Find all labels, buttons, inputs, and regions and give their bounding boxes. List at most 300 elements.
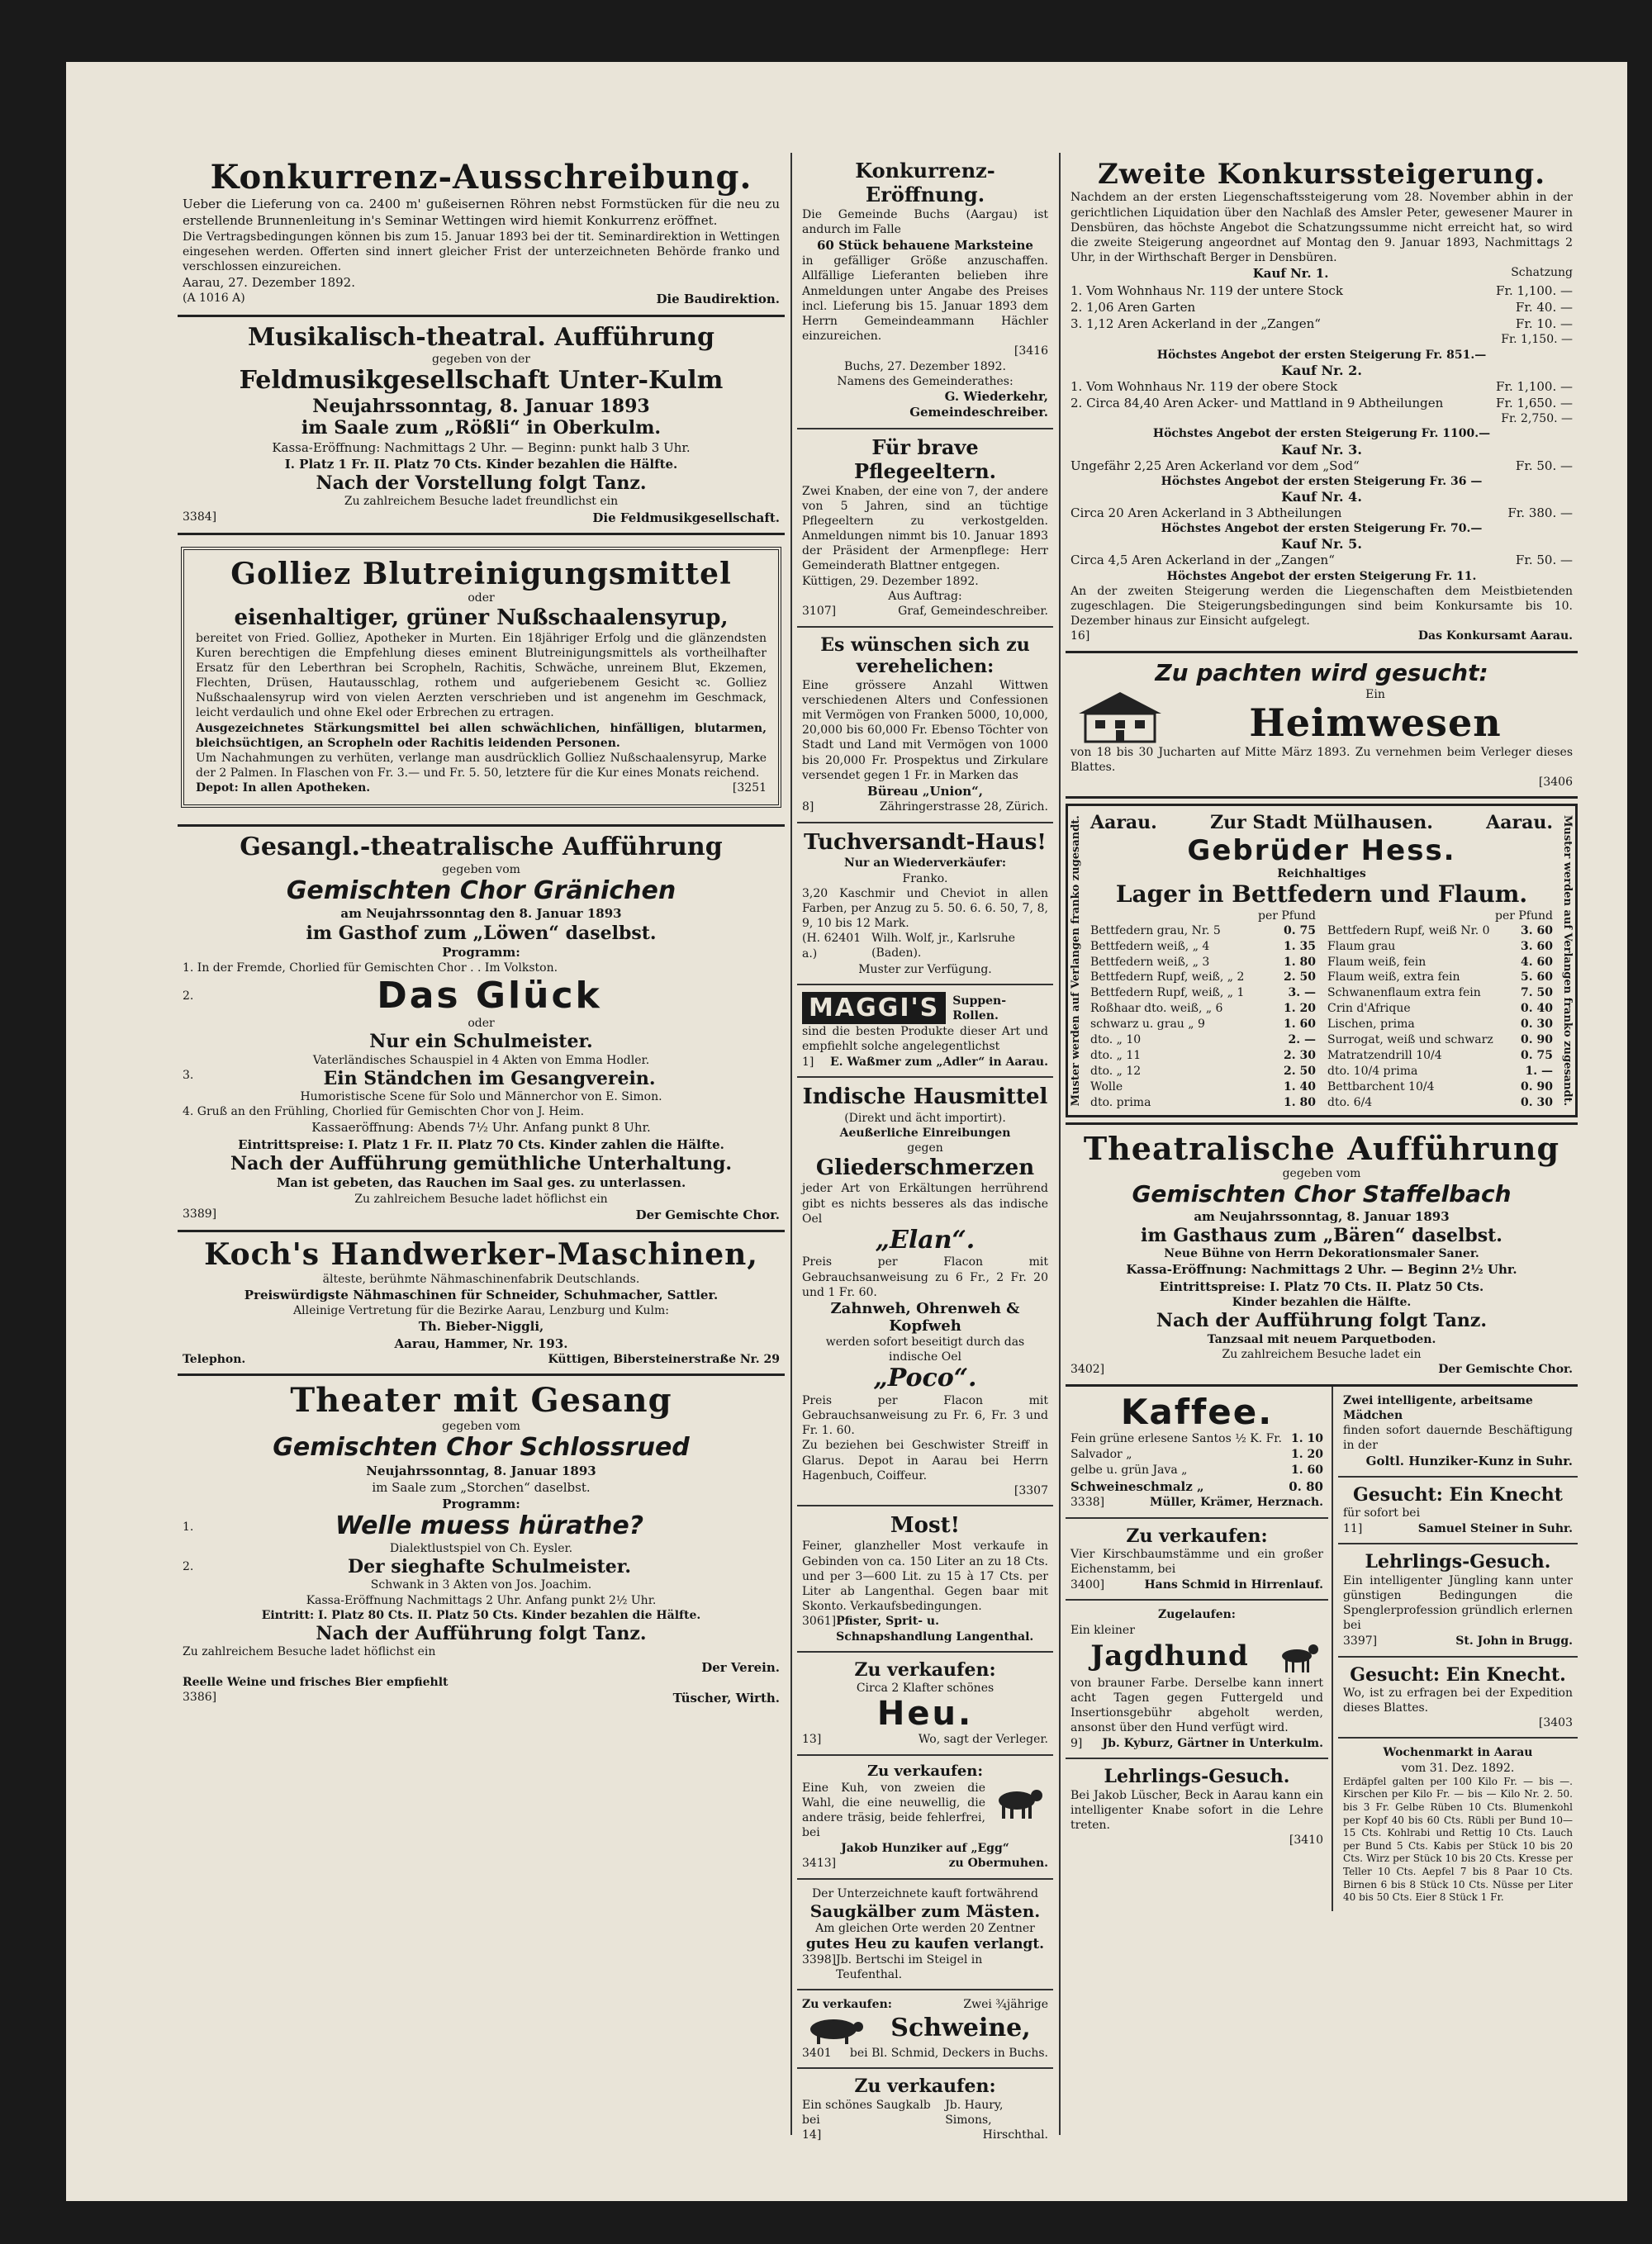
column-middle — [797, 153, 1053, 2142]
ad-date: Neujahrssonntag, 8. Januar 1893 — [312, 395, 650, 417]
ad-line-1: Preiswürdigste Nähmaschinen für Schneider, Schuhmacher, Sattler. — [244, 1287, 719, 1302]
stock-header: per Pfund — [1495, 909, 1553, 923]
ad-jagdhund — [1066, 1601, 1328, 1759]
ad-subtitle: älteste, berühmte Nähmaschinenfabrik Deutschlands. — [322, 1272, 640, 1286]
kauf-1-heading: Kauf Nr. 1. — [1252, 266, 1329, 282]
ad-ref: 3413] — [802, 1856, 837, 1870]
program-item-desc: Humoristische Scene für Solo und Männerchor von E. Simon. — [300, 1090, 662, 1104]
kaffee-row-price: 1. 10 — [1291, 1431, 1323, 1445]
kauf-2-heading: Kauf Nr. 2. — [1281, 362, 1362, 378]
ad-auftrag: Aus Auftrag: — [888, 589, 962, 603]
program-item-4: 4. Gruß an den Frühling, Chorlied für Gemischten Chor von J. Heim. — [183, 1105, 585, 1119]
ad-program-heading: Programm: — [442, 945, 520, 961]
stock-row-label: Schwanenflaum extra fein — [1327, 986, 1481, 1000]
ad-ref: (A 1016 A) — [183, 292, 245, 306]
ad-title: Gesucht: Ein Knecht — [1353, 1484, 1563, 1506]
stock-row-price: 1. 35 — [1284, 939, 1316, 953]
ad-prices: I. Platz 1 Fr. II. Platz 70 Cts. Kinder bezahlen die Hälfte. — [284, 456, 678, 472]
program-item-title: Ein Ständchen im Gesangverein. — [323, 1067, 656, 1089]
ad-title: Indische Hausmittel — [802, 1084, 1048, 1110]
ad-ref: 3401 — [802, 2046, 832, 2060]
stock-row — [1327, 970, 1553, 985]
kaffee-row-price: 1. 20 — [1291, 1447, 1323, 1461]
kauf-2-item-a-value: Fr. 1,100. — — [1496, 378, 1573, 394]
ad-ein: Ein — [1365, 688, 1385, 702]
cow-icon — [990, 1781, 1048, 1822]
kauf-1-item-c: 3. 1,12 Aren Ackerland in der „Zangen“ — [1070, 316, 1321, 332]
ad-body-2: Ausgezeichnetes Stärkungsmittel bei allen schwächlichen, hinfälligen, blutarmen, bleichsüchtigen, an Scropheln oder Rachitis leidenden Personen. — [196, 721, 767, 750]
stock-row-label: Bettfedern Rupf, weiß Nr. 0 — [1327, 923, 1490, 937]
ad-ref: 3107] — [802, 605, 837, 618]
ad-top-right: Aarau. — [1486, 812, 1553, 834]
ad-schweine — [797, 1990, 1053, 2069]
schatzung-label: Schatzung — [1511, 266, 1573, 280]
stock-row — [1090, 970, 1316, 985]
kauf-2-item-b: 2. Circa 84,40 Aren Acker- und Mattland in 9 Abtheilungen — [1070, 395, 1444, 410]
ad-title: Theatralische Aufführung — [1083, 1130, 1560, 1168]
ad-title: Lehrlings-Gesuch. — [1365, 1551, 1551, 1573]
stock-row-label: dto. 10/4 prima — [1327, 1064, 1418, 1078]
stock-row-price: 0. 75 — [1521, 1048, 1553, 1062]
ad-signature: St. John in Brugg. — [1455, 1634, 1573, 1648]
ad-price: Preis per Flacon mit Gebrauchsanweisung zu 6 Fr., 2 Fr. 20 und 1 Fr. 60. — [802, 1255, 1048, 1299]
ad-where: Wo, sagt der Verleger. — [918, 1733, 1048, 1747]
ad-title: Es wünschen sich zu verehelichen: — [820, 633, 1030, 678]
ad-ref: 3402] — [1070, 1362, 1105, 1376]
stock-row — [1327, 1095, 1553, 1111]
bottom-right-right — [1333, 1387, 1578, 1911]
ad-times: Kassa-Eröffnung: Nachmittags 2 Uhr. — Beginn 2½ Uhr. — [1126, 1262, 1517, 1278]
stock-row-price: 1. — — [1525, 1064, 1553, 1078]
kauf-1-item-a-value: Fr. 1,100. — — [1496, 282, 1573, 298]
kaffee-row-price: 1. 60 — [1291, 1463, 1323, 1477]
ad-title: Golliez Blutreinigungsmittel — [230, 556, 732, 591]
ad-organizer: Gemischten Chor Schlossrued — [273, 1433, 690, 1463]
ad-heimwesen — [1066, 653, 1578, 799]
ad-maggi — [797, 985, 1053, 1078]
stock-row-price: 2. 50 — [1284, 1064, 1316, 1078]
ad-title: Zu pachten wird gesucht: — [1155, 659, 1488, 687]
stock-row — [1327, 985, 1553, 1001]
ad-heading: Gliederschmerzen — [815, 1155, 1035, 1181]
ad-ref: [3416 — [1014, 344, 1048, 358]
ad-prices: Eintrittspreise: I. Platz 1 Fr. II. Platz 70 Cts. Kinder zahlen die Hälfte. — [238, 1136, 724, 1152]
ad-body-2: in gefälliger Größe anzuschaffen. Allfällige Lieferanten belieben ihre Anmeldungen unter Angabe des Preises incl. Lieferung bis 15. Januar 1893 dem Herrn Gemeindeammann Hächler einzureichen. — [802, 254, 1048, 344]
ad-theater-mit-gesang — [178, 1376, 785, 1713]
kauf-2-item-b-value: Fr. 1,650. — — [1496, 395, 1573, 410]
ad-signature: G. Wiederkehr, Gemeindeschreiber. — [909, 388, 1048, 420]
ad-muster: Muster zur Verfügung. — [858, 963, 992, 977]
ad-organizer: Gemischten Chor Staffelbach — [1132, 1180, 1512, 1208]
ad-wochenmarkt — [1338, 1739, 1578, 1910]
stock-row-label: dto. „ 10 — [1090, 1032, 1142, 1046]
program-item-2 — [183, 1556, 780, 1577]
ad-date: Küttigen, 29. Dezember 1892. — [802, 574, 979, 588]
program-item-number: 2. — [183, 989, 194, 1003]
ad-given: gegeben von der — [432, 353, 530, 367]
ad-lehrlings-gesuch-2 — [1066, 1759, 1328, 1854]
kauf-3-highest: Höchstes Angebot der ersten Steigerung Fr. 36 — — [1161, 474, 1483, 488]
ad-zwei-maedchen — [1338, 1387, 1578, 1478]
ad-hess-content — [1084, 806, 1559, 1115]
ad-ref: 8] — [802, 800, 814, 814]
stock-row-label: Bettfedern grau, Nr. 5 — [1090, 923, 1221, 937]
ad-after: Nach der Aufführung folgt Tanz. — [316, 1623, 647, 1645]
ad-big: Schweine, — [890, 2014, 1031, 2043]
stock-row — [1090, 1017, 1316, 1032]
ad-firm: Büreau „Union“, — [867, 783, 983, 799]
ad-body: Wo, ist zu erfragen bei der Expedition dieses Blattes. — [1343, 1686, 1573, 1715]
ad-name: Th. Bieber-Niggli, — [418, 1319, 544, 1335]
ad-title: Zu verkaufen: — [854, 1658, 996, 1681]
stock-row — [1327, 923, 1553, 939]
ad-signature: Jb. Bertschi im Steigel in Teufenthal. — [836, 1953, 983, 1982]
ad-knecht-1 — [1338, 1478, 1578, 1544]
ad-title: Gesucht: Ein Knecht. — [1350, 1663, 1566, 1686]
ad-title: Zugelaufen: — [1158, 1608, 1236, 1622]
ad-bold: 60 Stück behauene Marksteine — [817, 237, 1033, 253]
ad-ref: [3307 — [1014, 1484, 1048, 1498]
ad-note: Neue Bühne von Herrn Dekorationsmaler Saner. — [1164, 1247, 1479, 1261]
ad-top-left: Aarau. — [1090, 812, 1157, 834]
ad-theatralische-auffuehrung — [1066, 1125, 1578, 1386]
kauf-1-item-c-value: Fr. 10. — — [1515, 316, 1573, 332]
kauf-4-item-a: Circa 20 Aren Ackerland in 3 Abtheilungen — [1070, 505, 1342, 521]
ad-footer: An der zweiten Steigerung werden die Liegenschaften dem Meistbietenden zugeschlagen. Die Steigerungsbedingungen sind beim Konkursamte bis 10. Dezember hinaus zur Einsicht aufgelegt. — [1070, 584, 1573, 629]
ad-ref: 16] — [1070, 629, 1090, 643]
ad-date: am Neujahrssonntag den 8. Januar 1893 — [340, 906, 622, 922]
ad-signature: Pfister, Sprit- u. Schnapshandlung Langenthal. — [836, 1615, 1034, 1644]
ad-ref: 3061] — [802, 1615, 837, 1629]
ad-franko: Franko. — [902, 871, 948, 885]
ad-title: Gesangl.-theatralische Aufführung — [240, 833, 723, 862]
ad-body: Nachdem an der ersten Liegenschaftssteigerung vom 28. November abhin in der gerichtlichen Liquidation über den Nachlaß des Amsler Peter, gewesener Maurer in Densbüren, das höchste Angebot die Schatzungssumme nicht erreicht hat, so wird die zweite Steigerung angeordnet auf Montag den 9. Januar 1893, Nachmittags 2 Uhr, in der Wirthschaft Berger in Densbüren. — [1070, 191, 1573, 265]
stock-row-price: 1. 80 — [1284, 1095, 1316, 1109]
stock-row-label: dto. „ 12 — [1090, 1064, 1142, 1078]
ad-signature: Die Baudirektion. — [656, 292, 780, 307]
ad-title: Zu verkaufen: — [802, 1998, 892, 2012]
stock-row-price: 0. 75 — [1284, 923, 1316, 937]
ad-telephon: Telephon. — [183, 1352, 246, 1366]
ad-title: Konkurrenz-Ausschreibung. — [210, 158, 752, 197]
stock-row-price: 3. — — [1288, 986, 1316, 1000]
ad-title: Kaffee. — [1120, 1391, 1274, 1432]
program-item-desc: Vaterländisches Schauspiel in 4 Akten von Emma Hodler. — [312, 1053, 650, 1067]
ad-address-2: Küttigen, Biberstein​erstraße Nr. 29 — [548, 1352, 780, 1366]
farmhouse-icon — [1070, 687, 1170, 745]
stock-row-price: 1. 40 — [1284, 1079, 1316, 1094]
ad-prices: Eintritt: I. Platz 80 Cts. II. Platz 50 Cts. Kinder bezahlen die Hälfte. — [261, 1608, 701, 1622]
kaffee-schmalz: Schweineschmalz „ — [1070, 1478, 1204, 1494]
stock-row-price: 2. 50 — [1284, 970, 1316, 984]
stock-row — [1090, 955, 1316, 970]
kauf-1-total: Fr. 1,150. — — [1501, 333, 1573, 347]
ad-given: gegeben vom — [442, 1419, 520, 1433]
ad-bold: gutes Heu zu kaufen verlangt. — [805, 1936, 1045, 1952]
stock-row-price: 2. — — [1288, 1032, 1316, 1046]
ad-gesangl-theatralisch — [178, 827, 785, 1232]
program-item-title: Welle muess hürathe? — [335, 1511, 644, 1541]
ad-price-2: Preis per Flacon mit Gebrauchsanweisung zu Fr. 6, Fr. 3 und Fr. 1. 60. — [802, 1393, 1048, 1438]
stock-row-price: 0. 30 — [1521, 1095, 1553, 1109]
kaffee-schmalz-value: 0. 80 — [1289, 1478, 1323, 1494]
ad-pflegeeltern — [797, 429, 1053, 628]
stock-row-label: Bettfedern weiß, „ 3 — [1090, 955, 1210, 969]
ad-heimwesen-text — [1178, 687, 1573, 744]
ad-address: Zähringerstrasse 28, Zürich. — [879, 800, 1048, 814]
ad-subtitle: (Direkt und ächt importirt). — [844, 1111, 1006, 1125]
ad-body: Am gleichen Orte werden 20 Zentner — [815, 1921, 1035, 1935]
ad-signature: Graf, Gemeindeschreiber. — [898, 605, 1048, 618]
ad-kuh-body — [802, 1781, 1048, 1841]
kaffee-row — [1070, 1463, 1323, 1478]
ad-konkurrenz-eroeffnung — [797, 153, 1053, 429]
ad-times: Kassaeröffnung: Abends 7½ Uhr. Anfang punkt 8 Uhr. — [311, 1120, 651, 1136]
ad-given: gegeben vom — [442, 862, 520, 876]
ad-title: Zweite Konkurssteigerung. — [1097, 158, 1546, 191]
stock-row — [1327, 1064, 1553, 1079]
ad-golliez-frame — [181, 547, 781, 808]
program-item-2 — [183, 976, 780, 1016]
stock-row — [1090, 1048, 1316, 1064]
ad-side-text-right: Muster werden auf Verlangen franko zugesandt. — [1561, 815, 1574, 1107]
ad-body: Feiner, glanzheller Most verkaufe in Gebinden von ca. 150 Liter an zu 18 Cts. und per 3—600 Lit. zu 15 à 17 Cts. per Liter ab Langenthal. Gegen baar mit Skonto. Verkaufsbedingungen. — [802, 1539, 1048, 1614]
ad-after: Nach der Aufführung gemüthliche Unterhaltung. — [230, 1152, 733, 1174]
ad-signature: Die Feldmusikgesellschaft. — [592, 510, 780, 525]
stock-row-label: Surrogat, weiß und schwarz — [1327, 1032, 1493, 1046]
ad-place: im Saale zum „Rößli“ in Oberkulm. — [301, 417, 662, 439]
ad-invite: Zu zahlreichem Besuche ladet höflichst ein — [354, 1192, 608, 1206]
ad-wine: Reelle Weine und frisches Bier empfiehlt — [183, 1675, 449, 1689]
ad-title: Konkurrenz-Eröffnung. — [855, 159, 995, 206]
stock-row — [1090, 1095, 1316, 1111]
stock-row-label: Bettbarchent 10/4 — [1327, 1079, 1435, 1094]
ad-invite: Zu zahlreichem Besuche ladet höflichst ein — [183, 1645, 436, 1659]
ad-maggi-header — [802, 992, 1048, 1024]
ad-tuchversandt — [797, 823, 1053, 985]
program-item-1 — [183, 1512, 780, 1541]
ad-signature: Hans Schmid in Hirrenlauf. — [1144, 1577, 1323, 1592]
ad-title: Wochenmarkt in Aarau — [1383, 1746, 1533, 1760]
program-item-3 — [183, 1068, 780, 1089]
kaffee-row — [1070, 1431, 1323, 1447]
kauf-1-item-a: 1. Vom Wohnhaus Nr. 119 der untere Stock — [1070, 282, 1343, 298]
ad-ref: 3338] — [1070, 1495, 1105, 1509]
stock-row-label: Flaum weiß, fein — [1327, 955, 1427, 969]
ad-signature: E. Waßmer zum „Adler“ in Aarau. — [830, 1055, 1048, 1069]
maggi-logo: MAGGI'S — [802, 992, 946, 1024]
ad-body: bereitet von Fried. Golliez, Apotheker in Murten. Ein 18jähriger Erfolg und die glänzendsten Kuren berechtigen die Empfehlung dieses eminent Blutreinigungsmittels als vortheilhafter Ersatz für den Leberthran bei Scropheln, Rachitis, Schwäche, unreinem Blut, Ekzemen, Flechten, Drüsen, Hautausschlag, rothem und aufgeriebenem Gesicht ꝛc. Golliez Nußschaalensyrup wird von vielen Aerzten verschrieben und ist angenehm im Geschmack, leicht verdaulich und ohne Ekel oder Erbrechen zu ertragen. — [196, 631, 767, 720]
ad-knecht-2 — [1338, 1658, 1578, 1739]
ad-date: Aarau, 27. Dezember 1892. — [183, 275, 355, 291]
ad-invite: Zu zahlreichem Besuche ladet ein — [1222, 1347, 1422, 1361]
ad-place: zu Obermuhen. — [948, 1856, 1048, 1870]
stock-row — [1090, 923, 1316, 939]
ad-big: Jagdhund — [1090, 1639, 1249, 1673]
ad-ref: 14] — [802, 2128, 822, 2142]
ad-subtitle: Ein kleiner — [1070, 1623, 1135, 1637]
stock-row — [1090, 1001, 1316, 1017]
stock-row-label: Wolle — [1090, 1079, 1123, 1094]
ad-jagdhund-row — [1070, 1638, 1323, 1676]
ad-ref: 3400] — [1070, 1577, 1105, 1592]
stock-row-label: dto. „ 11 — [1090, 1048, 1142, 1062]
stock-row-price: 0. 40 — [1521, 1002, 1553, 1016]
ad-big: Heimwesen — [1249, 700, 1502, 746]
ad-body: sind die besten Produkte dieser Art und empfiehlt solche angelegentlichst — [802, 1025, 1048, 1054]
stock-row-price: 0. 30 — [1521, 1018, 1553, 1032]
program-item-subtitle: Nur ein Schulmeister. — [369, 1031, 593, 1053]
program-item-desc: Schwank in 3 Akten von Jos. Joachim. — [370, 1578, 592, 1592]
ad-ref: 3389] — [183, 1207, 217, 1221]
ad-big: Heu. — [876, 1695, 974, 1734]
ad-place: Hirschthal. — [982, 2128, 1048, 2142]
ad-title: Zwei intelligente, arbeitsame Mädchen — [1343, 1393, 1533, 1422]
ad-place: im Gasthaus zum „Bären“ daselbst. — [1141, 1224, 1502, 1246]
stock-rows — [1090, 923, 1316, 1111]
ad-heading-2: Zahnweh, Ohrenweh & Kopfweh — [830, 1300, 1020, 1335]
stock-list-right — [1327, 909, 1553, 1111]
program-item-title: Der sieghafte Schulmeister. — [347, 1556, 632, 1578]
stock-row-label: dto. 6/4 — [1327, 1095, 1373, 1109]
ad-title: Theater mit Gesang — [290, 1380, 672, 1420]
ad-ref: 3386] — [183, 1690, 217, 1704]
ad-dance: Tanzsaal mit neuem Parquetboden. — [1207, 1332, 1436, 1346]
ad-body: Ueber die Lieferung von ca. 2400 m' gußeisernen Röhren nebst Formstücken für die neu zu erstellende Brunnenleitung in's Seminar Wettingen wird hiemit Konkurrenz eröffnet. — [183, 197, 780, 229]
ad-times: Kassa-Eröffnung Nachmittags 2 Uhr. Anfang punkt 2½ Uhr. — [306, 1593, 657, 1607]
ad-saugkaelber — [797, 1880, 1053, 1991]
stock-row-label: Flaum weiß, extra fein — [1327, 970, 1460, 984]
ad-hess-frame — [1066, 804, 1578, 1117]
ad-verehelichen — [797, 628, 1053, 823]
stock-row-price: 0. 90 — [1521, 1079, 1553, 1094]
ad-konkurssteigerung — [1066, 153, 1578, 653]
stock-row-price: 1. 80 — [1284, 955, 1316, 969]
ad-schweine-row — [802, 2013, 1048, 2046]
ad-signature: Der Gemischte Chor. — [1438, 1362, 1573, 1376]
ad-prices: Eintrittspreise: I. Platz 70 Cts. II. Platz 50 Cts. — [1159, 1279, 1484, 1294]
ad-intro: Der Unterzeichnete kauft fortwährend — [811, 1886, 1039, 1900]
ad-subtitle: vom 31. Dez. 1892. — [1401, 1761, 1515, 1775]
ad-most — [797, 1506, 1053, 1653]
ad-invite: Zu zahlreichem Besuche ladet freundlichst ein — [344, 495, 619, 509]
ad-after: Nach der Vorstellung folgt Tanz. — [316, 472, 647, 495]
ad-oder: oder — [468, 591, 495, 605]
stock-header: per Pfund — [1258, 909, 1316, 923]
ad-address-1: Aarau, Hammer, Nr. 193. — [394, 1335, 568, 1351]
ad-konkurrenz-ausschreibung — [178, 153, 785, 317]
ad-date: Neujahrssonntag, 8. Januar 1893 — [366, 1463, 596, 1478]
ad-title: Lehrlings-Gesuch. — [1104, 1766, 1290, 1788]
kaffee-rows — [1070, 1431, 1323, 1478]
bottom-right-split — [1066, 1387, 1578, 1911]
kauf-1-item-b: 2. 1,06 Aren Garten — [1070, 299, 1196, 315]
kauf-4-heading: Kauf Nr. 4. — [1281, 489, 1362, 505]
pig-icon — [802, 2013, 868, 2046]
kauf-3-heading: Kauf Nr. 3. — [1281, 441, 1362, 458]
stock-row-label: Crin d'Afrique — [1327, 1002, 1411, 1016]
ad-depot: Depot: In allen Apotheken. — [196, 781, 371, 795]
stock-row-label: Bettfedern Rupf, weiß, „ 2 — [1090, 970, 1245, 984]
column-left — [178, 153, 785, 2135]
ad-body: Bei Jakob Lüscher, Beck in Aarau kann ein intelligenter Knabe sofort in die Lehre treten. — [1070, 1788, 1323, 1833]
ad-product-poco: „Poco“. — [873, 1364, 977, 1393]
ad-firm: Gebrüder Hess. — [1187, 833, 1456, 867]
kauf-1-item-b-value: Fr. 40. — — [1515, 299, 1573, 315]
ad-subtitle: Circa 2 Klafter schönes — [856, 1682, 995, 1696]
ad-heu — [797, 1653, 1053, 1756]
ad-place: im Gasthof zum „Löwen“ daselbst. — [306, 922, 657, 944]
ad-saugkalb — [797, 2069, 1053, 2150]
ad-ref: (H. 62401 a.) — [802, 932, 862, 961]
ad-body: Die Gemeinde Buchs (Aargau) ist andurch im Falle — [802, 207, 1048, 236]
ad-body: 3,20 Kaschmir und Cheviot in allen Farben, per Anzug zu 5. 50. 6. 6. 50, 7, 8, 9, 10 bis 12 Mark. — [802, 886, 1048, 931]
ad-golliez — [178, 535, 785, 827]
stock-row — [1090, 1079, 1316, 1095]
ad-title: Zu verkaufen: — [1126, 1525, 1268, 1547]
ad-name: Jb. Haury, Simons, — [945, 2098, 1004, 2128]
ad-side-text-left: Muster werden auf Verlangen franko zugesandt. — [1070, 815, 1082, 1107]
stock-row-price: 3. 60 — [1521, 923, 1553, 937]
ad-kaffee — [1066, 1387, 1328, 1519]
ad-gebrueder-hess — [1066, 799, 1578, 1125]
kauf-3-item-a: Ungefähr 2,25 Aren Ackerland vor dem „Sod“ — [1070, 458, 1360, 473]
ad-signature: bei Bl. Schmid, Deckers in Buchs. — [849, 2046, 1048, 2060]
ad-body: Erdäpfel galten per 100 Kilo Fr. — bis —. Kirschen per Kilo Fr. — bis — Kilo Nr. 2. 50. bis 3 Fr. Gelbe Rüben 10 Cts. Blumenkohl per Kopf 40 bis 60 Cts. Rübli per Bund 10—15 Cts. Kohlrabi und Rettig 10 Cts. Lauch per Bund 5 Cts. Kabis per Stück 10 bis 20 Cts. Wirz per Stück 10 bis 20 Cts. Kresse per Teller 10 Cts. Aepfel 7 bis 8 Paar 10 Cts. Birnen 6 bis 8 Stück 10 Cts. Nüsse per Liter 40 bis 50 Cts. Eier 8 Stück 1 Fr. — [1343, 1775, 1573, 1904]
stock-row-price: 1. 60 — [1284, 1018, 1316, 1032]
program-item-number: 3. — [183, 1068, 194, 1082]
ad-after: Nach der Aufführung folgt Tanz. — [1156, 1310, 1488, 1332]
stock-row — [1327, 1017, 1553, 1032]
kauf-4-highest: Höchstes Angebot der ersten Steigerung Fr. 70.— — [1161, 522, 1483, 536]
column-rule — [790, 153, 792, 2135]
ad-body: Eine grössere Anzahl Wittwen verschiedenen Alters und Confessionen mit Vermögen von Franken 5000, 10,000, 20,000 bis 60,000 Fr. Ebenso Töchter von Stadt und Land mit Vermögen von 1000 bis 20,000 Fr. Prospektus und Zirkulare versendet gegen 1 Fr. in Marken das — [802, 678, 1048, 782]
ad-title: Zu verkaufen: — [854, 2076, 996, 2098]
ad-smoke-note: Man ist gebeten, das Rauchen im Saal ges. zu unterlassen. — [276, 1175, 686, 1191]
ad-ref: 9] — [1070, 1736, 1083, 1750]
stock-row — [1090, 985, 1316, 1001]
stock-row — [1327, 1001, 1553, 1017]
ad-body: von brauner Farbe. Derselbe kann innert acht Tagen gegen Futtergeld und Insertionsgebühr abgeholt werden, ansonst über den Hund verfügt wird. — [1070, 1676, 1323, 1735]
ad-title: Musikalisch-theatral. Aufführung — [247, 322, 715, 352]
ad-subtitle-2: Aeußerliche Einreibungen — [839, 1126, 1011, 1140]
ad-place: im Saale zum „Storchen“ daselbst. — [372, 1479, 591, 1495]
stock-row-label: Bettfedern Rupf, weiß, „ 1 — [1090, 986, 1245, 1000]
kaffee-row-label: Fein grüne erlesene Santos ½ K. Fr. — [1070, 1431, 1282, 1445]
ad-times: Kassa-Eröffnung: Nachmittags 2 Uhr. — Beginn: punkt halb 3 Uhr. — [272, 439, 691, 455]
stock-row-label: Lischen, prima — [1327, 1018, 1415, 1032]
ad-given: gegeben vom — [1282, 1167, 1361, 1181]
ad-suffix: Suppen-Rollen. — [952, 994, 1007, 1022]
ad-body: Ein intelligenter Jüngling kann unter günstigen Bedingungen die Spenglerprofession gründlich erlernen bei — [1343, 1573, 1573, 1633]
ad-signature: Der Gemischte Chor. — [635, 1207, 780, 1222]
stock-row-label: dto. prima — [1090, 1095, 1151, 1109]
ad-title: Tuchversandt-Haus! — [804, 830, 1047, 856]
newspaper-page — [66, 62, 1627, 2201]
stock-row — [1327, 939, 1553, 955]
ad-title: Saugkälber zum Mästen. — [809, 1900, 1041, 1921]
ad-title: Für brave Pflegeeltern. — [853, 434, 996, 483]
ad-ref: [3410 — [1289, 1834, 1323, 1848]
ad-body: für sofort bei — [1343, 1506, 1421, 1521]
ad-title: Koch's Handwerker-Maschinen, — [204, 1237, 758, 1273]
ad-body-2: werden sofort beseitigt durch das indische Oel — [825, 1335, 1025, 1364]
ad-gegen: gegen — [907, 1141, 943, 1155]
ad-program-heading: Programm: — [442, 1497, 520, 1512]
kauf-1-highest: Höchstes Angebot der ersten Steigerung Fr. 851.— — [1156, 348, 1487, 362]
kauf-2-item-a: 1. Vom Wohnhaus Nr. 119 der obere Stock — [1070, 378, 1338, 394]
bottom-right-left — [1066, 1387, 1333, 1911]
